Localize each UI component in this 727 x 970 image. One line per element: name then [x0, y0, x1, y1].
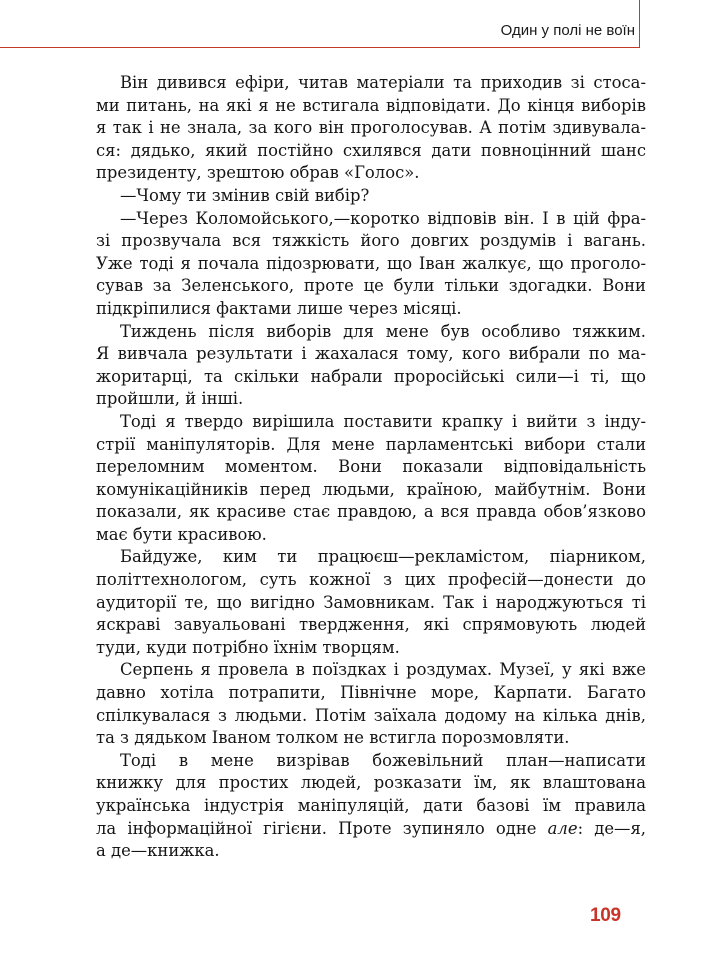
text-line: Я вивчала результати і жахалася тому, кого вибрали по ма-	[96, 344, 646, 364]
text-line: Він дивився ефіри, читав матеріали та приходив зі стоса-	[120, 73, 646, 92]
text-line: туди, куди потрібно їхнім творцям.	[96, 637, 400, 657]
text-line: політтехнологом, суть кожної з цих професій—донести до	[96, 570, 646, 590]
text-line: я так і не знала, за кого він проголосував. А потім здивувала-	[96, 118, 646, 138]
text-line: зі прозвучала вся тяжкість його довгих роздумів і вагань.	[96, 231, 646, 251]
text-line: аудиторії те, що вигідно Замовникам. Так і народжуються ті	[96, 592, 646, 612]
text-fragment: : де—я,	[577, 818, 646, 838]
text-line: сував за Зеленського, проте це були тільки здогадки. Вони	[96, 276, 646, 296]
text-line: Тиждень після виборів для мене був особливо тяжким.	[120, 321, 646, 341]
text-fragment: ла інформаційної гігієни. Проте зупиняло одне	[96, 818, 548, 838]
text-line: яскраві завуальовані твердження, які спрямовують людей	[96, 615, 646, 635]
text-line: давно хотіла потрапити, Північне море, Карпати. Багато	[96, 683, 646, 703]
text-line: українська індустрія маніпуляцій, дати базові їм правила	[96, 796, 646, 815]
text-line: переломним моментом. Вони показали відповідальність	[96, 457, 646, 477]
dialogue-line: —Через Коломойського,—коротко відповів він. І в цій фра-	[120, 208, 646, 228]
text-line: комунікаційників перед людьми, країною, майбутнім. Вони	[96, 479, 646, 499]
text-line: а де—книжка.	[96, 841, 220, 861]
page-number: 109	[590, 905, 621, 926]
text-line: Тоді в мене визрівав божевільний план—написати	[120, 750, 646, 770]
text-line: та з дядьком Іваном толком не встигла порозмовляти.	[96, 728, 570, 748]
running-header-title: Один у полі не воїн	[500, 22, 635, 39]
text-line: має бути красивою.	[96, 524, 267, 544]
text-line: Серпень я провела в поїздках і роздумах. Музеї, у які вже	[120, 660, 646, 680]
text-line: жоритарці, та скільки набрали проросійські сили—і ті, що	[96, 366, 646, 386]
text-line: ми питань, на які я не встигала відповідати. До кінця виборів	[96, 95, 646, 115]
body-text	[96, 72, 646, 863]
text-line: ся: дядько, який постійно схилявся дати повноцінний шанс	[96, 140, 646, 160]
text-line: пройшли, й інші.	[96, 389, 244, 409]
text-line: спілкувалася з людьми. Потім заїхала додому на кілька днів,	[96, 705, 646, 725]
text-line: показали, як красиве стає правдою, а вся правда обов’язково	[96, 502, 646, 522]
text-line: Уже тоді я почала підозрювати, що Іван жалкує, що проголо-	[96, 253, 646, 273]
text-line: стрії маніпуляторів. Для мене парламентські вибори стали	[96, 434, 646, 454]
text-line-with-emphasis	[96, 818, 646, 841]
text-line: Тоді я твердо вирішила поставити крапку і вийти з інду-	[120, 411, 646, 431]
text-line: підкріпилися фактами лише через місяці.	[96, 298, 462, 318]
header-rule-vertical	[639, 0, 640, 48]
text-line: книжку для простих людей, розказати їм, як влаштована	[96, 773, 646, 793]
emphasis-word: але	[547, 818, 578, 838]
text-line: Байдуже, ким ти працюєш—рекламістом, піарником,	[120, 547, 646, 567]
header-rule	[0, 47, 639, 48]
text-line: президенту, зрештою обрав «Голос».	[96, 163, 420, 183]
dialogue-line: —Чому ти змінив свій вибір?	[120, 185, 370, 205]
